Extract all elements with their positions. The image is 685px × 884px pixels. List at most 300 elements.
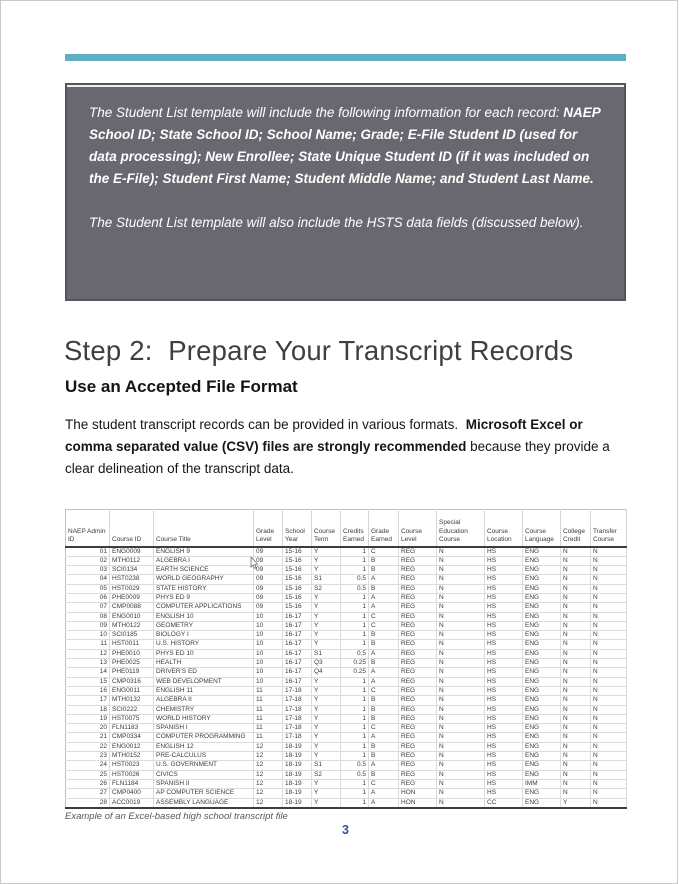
cell-sped: N: [437, 677, 485, 686]
cell-level: REG: [399, 659, 437, 668]
cell-grade: 11: [254, 724, 283, 733]
table-row: [66, 696, 627, 705]
column-header-course_id: Course ID: [110, 510, 154, 547]
cell-grade_earned: C: [369, 621, 399, 630]
cell-title: STATE HISTORY: [154, 584, 254, 593]
cell-term: Y: [312, 714, 341, 723]
cell-language: ENG: [523, 733, 561, 742]
cell-transfer: N: [591, 566, 627, 575]
cell-location: HS: [485, 779, 523, 788]
column-header-language: Course Language: [523, 510, 561, 547]
cell-term: Y: [312, 593, 341, 602]
cell-grade: 09: [254, 584, 283, 593]
cell-sped: N: [437, 733, 485, 742]
cell-term: Y: [312, 742, 341, 751]
cell-grade: 09: [254, 603, 283, 612]
cell-location: HS: [485, 631, 523, 640]
cell-sped: N: [437, 798, 485, 808]
cell-language: ENG: [523, 631, 561, 640]
cell-credits: 1: [341, 640, 369, 649]
cell-term: Y: [312, 798, 341, 808]
cell-language: ENG: [523, 603, 561, 612]
cell-transfer: N: [591, 603, 627, 612]
cell-grade_earned: B: [369, 705, 399, 714]
cell-college: N: [561, 724, 591, 733]
cell-college: N: [561, 742, 591, 751]
cell-level: REG: [399, 584, 437, 593]
cell-credits: 1: [341, 603, 369, 612]
cell-course_id: HST0023: [110, 761, 154, 770]
cell-college: Y: [561, 798, 591, 808]
cell-sped: N: [437, 547, 485, 557]
cell-course_id: CMP0316: [110, 677, 154, 686]
cell-id: 16: [66, 686, 110, 695]
cell-course_id: ENG0010: [110, 612, 154, 621]
cell-year: 17-18: [283, 714, 312, 723]
cell-credits: 1: [341, 631, 369, 640]
cell-location: HS: [485, 668, 523, 677]
table-row: [66, 742, 627, 751]
cell-transfer: N: [591, 640, 627, 649]
cell-grade: 12: [254, 752, 283, 761]
cell-level: REG: [399, 733, 437, 742]
cell-course_id: CMP0400: [110, 789, 154, 798]
cell-term: Y: [312, 631, 341, 640]
cell-year: 16-17: [283, 649, 312, 658]
column-header-location: Course Location: [485, 510, 523, 547]
cell-language: ENG: [523, 677, 561, 686]
cell-course_id: PHE0009: [110, 593, 154, 602]
cell-college: N: [561, 566, 591, 575]
cell-grade_earned: A: [369, 789, 399, 798]
cell-language: ENG: [523, 798, 561, 808]
cell-sped: N: [437, 621, 485, 630]
cell-grade_earned: B: [369, 714, 399, 723]
cell-year: 18-19: [283, 752, 312, 761]
column-header-college: College Credit: [561, 510, 591, 547]
cell-grade: 10: [254, 621, 283, 630]
cell-transfer: N: [591, 612, 627, 621]
column-header-grade_earned: Grade Earned: [369, 510, 399, 547]
cell-id: 27: [66, 789, 110, 798]
cell-location: HS: [485, 584, 523, 593]
cell-location: HS: [485, 733, 523, 742]
cell-credits: 0.5: [341, 584, 369, 593]
cell-location: HS: [485, 770, 523, 779]
cell-credits: 1: [341, 547, 369, 557]
cell-college: N: [561, 575, 591, 584]
cell-sped: N: [437, 631, 485, 640]
cell-title: GEOMETRY: [154, 621, 254, 630]
cell-credits: 1: [341, 705, 369, 714]
cell-sped: N: [437, 705, 485, 714]
cell-level: REG: [399, 686, 437, 695]
cell-year: 17-18: [283, 724, 312, 733]
cell-credits: 0.25: [341, 659, 369, 668]
cell-level: REG: [399, 575, 437, 584]
cell-grade: 10: [254, 612, 283, 621]
cell-year: 18-19: [283, 798, 312, 808]
cell-sped: N: [437, 752, 485, 761]
cell-college: N: [561, 621, 591, 630]
cell-location: HS: [485, 724, 523, 733]
cell-college: N: [561, 640, 591, 649]
column-header-sped: Special Education Course: [437, 510, 485, 547]
cell-transfer: N: [591, 752, 627, 761]
cell-level: REG: [399, 668, 437, 677]
cell-location: HS: [485, 575, 523, 584]
cell-grade: 12: [254, 798, 283, 808]
cell-grade_earned: B: [369, 752, 399, 761]
cell-course_id: HST0029: [110, 584, 154, 593]
cell-sped: N: [437, 584, 485, 593]
cell-course_id: ENG0012: [110, 742, 154, 751]
cell-level: REG: [399, 677, 437, 686]
page-number: 3: [342, 823, 349, 837]
cell-credits: 1: [341, 593, 369, 602]
cell-term: Y: [312, 705, 341, 714]
cell-transfer: N: [591, 686, 627, 695]
cell-sped: N: [437, 696, 485, 705]
cell-term: S2: [312, 584, 341, 593]
table-row: [66, 686, 627, 695]
cell-course_id: CMP0088: [110, 603, 154, 612]
cell-level: REG: [399, 556, 437, 565]
cell-sped: N: [437, 659, 485, 668]
cell-course_id: CMP0334: [110, 733, 154, 742]
cell-id: 20: [66, 724, 110, 733]
cell-credits: 1: [341, 677, 369, 686]
cell-college: N: [561, 659, 591, 668]
table-header-row: [66, 510, 627, 547]
cell-transfer: N: [591, 724, 627, 733]
cell-location: HS: [485, 612, 523, 621]
cell-term: Y: [312, 733, 341, 742]
table-row: [66, 603, 627, 612]
table-row: [66, 779, 627, 788]
cell-location: HS: [485, 640, 523, 649]
cell-college: N: [561, 649, 591, 658]
cell-id: 25: [66, 770, 110, 779]
cell-course_id: HST0075: [110, 714, 154, 723]
cell-term: S1: [312, 761, 341, 770]
cell-language: ENG: [523, 584, 561, 593]
cell-year: 16-17: [283, 659, 312, 668]
cell-term: Q3: [312, 659, 341, 668]
cell-year: 16-17: [283, 677, 312, 686]
cell-grade_earned: A: [369, 575, 399, 584]
cell-college: N: [561, 752, 591, 761]
column-header-title: Course Title: [154, 510, 254, 547]
cell-grade: 11: [254, 696, 283, 705]
step-heading: Step 2: Prepare Your Transcript Records: [64, 335, 574, 366]
cell-year: 15-16: [283, 566, 312, 575]
cell-year: 15-16: [283, 575, 312, 584]
cell-id: 04: [66, 575, 110, 584]
cell-id: 09: [66, 621, 110, 630]
cell-grade_earned: C: [369, 779, 399, 788]
table-row: [66, 621, 627, 630]
table-row: [66, 575, 627, 584]
cell-term: Q4: [312, 668, 341, 677]
cell-year: 15-16: [283, 603, 312, 612]
mouse-cursor-icon: [250, 557, 258, 569]
cell-grade_earned: A: [369, 593, 399, 602]
cell-credits: 0.5: [341, 575, 369, 584]
cell-level: REG: [399, 612, 437, 621]
cell-grade: 11: [254, 705, 283, 714]
cell-credits: 1: [341, 752, 369, 761]
cell-id: 19: [66, 714, 110, 723]
cell-grade_earned: B: [369, 584, 399, 593]
cell-year: 15-16: [283, 547, 312, 557]
cell-level: REG: [399, 631, 437, 640]
cell-title: ALGEBRA II: [154, 696, 254, 705]
cell-course_id: PHE0025: [110, 659, 154, 668]
table-row: [66, 556, 627, 565]
cell-college: N: [561, 714, 591, 723]
cell-grade_earned: A: [369, 677, 399, 686]
cell-course_id: MTH0152: [110, 752, 154, 761]
cell-year: 17-18: [283, 705, 312, 714]
cell-course_id: SCI0222: [110, 705, 154, 714]
cell-sped: N: [437, 603, 485, 612]
cell-grade: 10: [254, 640, 283, 649]
cell-course_id: SCI0134: [110, 566, 154, 575]
cell-year: 18-19: [283, 742, 312, 751]
cell-grade: 12: [254, 770, 283, 779]
cell-language: ENG: [523, 649, 561, 658]
cell-course_id: HST0026: [110, 770, 154, 779]
cell-college: N: [561, 612, 591, 621]
cell-id: 05: [66, 584, 110, 593]
cell-id: 01: [66, 547, 110, 557]
cell-title: WORLD HISTORY: [154, 714, 254, 723]
cell-course_id: ENG0011: [110, 686, 154, 695]
cell-transfer: N: [591, 621, 627, 630]
table-row: [66, 547, 627, 557]
cell-level: HON: [399, 789, 437, 798]
cell-grade: 12: [254, 779, 283, 788]
cell-title: ENGLISH 10: [154, 612, 254, 621]
cell-transfer: N: [591, 742, 627, 751]
cell-id: 12: [66, 649, 110, 658]
cell-college: N: [561, 761, 591, 770]
cell-sped: N: [437, 566, 485, 575]
cell-course_id: FLN1183: [110, 724, 154, 733]
cell-location: HS: [485, 714, 523, 723]
cell-term: Y: [312, 696, 341, 705]
cell-title: DRIVER'S ED: [154, 668, 254, 677]
cell-language: ENG: [523, 612, 561, 621]
cell-location: HS: [485, 761, 523, 770]
cell-transfer: N: [591, 547, 627, 557]
cell-sped: N: [437, 761, 485, 770]
cell-language: ENG: [523, 752, 561, 761]
callout-box: [65, 83, 626, 301]
cell-grade_earned: A: [369, 649, 399, 658]
cell-id: 22: [66, 742, 110, 751]
cell-term: Y: [312, 789, 341, 798]
cell-title: WEB DEVELOPMENT: [154, 677, 254, 686]
cell-grade_earned: B: [369, 696, 399, 705]
cell-level: HON: [399, 798, 437, 808]
cell-year: 16-17: [283, 612, 312, 621]
cell-course_id: MTH0122: [110, 621, 154, 630]
cell-id: 28: [66, 798, 110, 808]
cell-level: REG: [399, 649, 437, 658]
cell-id: 24: [66, 761, 110, 770]
cell-term: Y: [312, 603, 341, 612]
column-header-transfer: Transfer Course: [591, 510, 627, 547]
section-heading: Use an Accepted File Format: [65, 377, 298, 396]
cell-credits: 1: [341, 612, 369, 621]
column-header-grade: Grade Level: [254, 510, 283, 547]
cell-credits: 1: [341, 686, 369, 695]
table-row: [66, 724, 627, 733]
cell-title: ALGEBRA I: [154, 556, 254, 565]
cell-title: CHEMISTRY: [154, 705, 254, 714]
cell-sped: N: [437, 686, 485, 695]
table-row: [66, 584, 627, 593]
cell-college: N: [561, 668, 591, 677]
cell-level: REG: [399, 640, 437, 649]
cell-level: REG: [399, 714, 437, 723]
cell-location: HS: [485, 566, 523, 575]
cell-year: 18-19: [283, 789, 312, 798]
cell-location: HS: [485, 705, 523, 714]
cell-transfer: N: [591, 705, 627, 714]
cell-course_id: HST0238: [110, 575, 154, 584]
cell-transfer: N: [591, 631, 627, 640]
cell-location: HS: [485, 593, 523, 602]
cell-grade: 09: [254, 556, 283, 565]
cell-id: 21: [66, 733, 110, 742]
cell-grade_earned: A: [369, 733, 399, 742]
table-row: [66, 640, 627, 649]
cell-credits: 1: [341, 714, 369, 723]
cell-language: ENG: [523, 640, 561, 649]
callout-intro-text: The Student List template will include the following information for each record:: [89, 105, 564, 120]
cell-grade: 11: [254, 714, 283, 723]
cell-grade_earned: C: [369, 686, 399, 695]
cell-id: 15: [66, 677, 110, 686]
table-row: [66, 631, 627, 640]
cell-term: S1: [312, 649, 341, 658]
cell-term: Y: [312, 779, 341, 788]
cell-title: ENGLISH 12: [154, 742, 254, 751]
cell-sped: N: [437, 668, 485, 677]
cell-id: 08: [66, 612, 110, 621]
cell-language: ENG: [523, 686, 561, 695]
cell-year: 18-19: [283, 779, 312, 788]
cell-location: HS: [485, 742, 523, 751]
cell-term: S1: [312, 575, 341, 584]
cell-title: COMPUTER APPLICATIONS: [154, 603, 254, 612]
cell-sped: N: [437, 714, 485, 723]
cell-level: REG: [399, 779, 437, 788]
cell-year: 16-17: [283, 631, 312, 640]
cell-language: ENG: [523, 659, 561, 668]
cell-transfer: N: [591, 659, 627, 668]
cell-transfer: N: [591, 556, 627, 565]
table-row: [66, 770, 627, 779]
cell-title: COMPUTER PROGRAMMING: [154, 733, 254, 742]
cell-term: Y: [312, 566, 341, 575]
cell-year: 15-16: [283, 593, 312, 602]
cell-location: HS: [485, 696, 523, 705]
cell-id: 03: [66, 566, 110, 575]
cell-id: 06: [66, 593, 110, 602]
cell-location: HS: [485, 789, 523, 798]
transcript-table-image: [65, 509, 626, 809]
cell-transfer: N: [591, 779, 627, 788]
cell-college: N: [561, 779, 591, 788]
cell-college: N: [561, 733, 591, 742]
cell-grade: 10: [254, 649, 283, 658]
cell-term: Y: [312, 677, 341, 686]
table-row: [66, 798, 627, 808]
cell-level: REG: [399, 752, 437, 761]
cell-transfer: N: [591, 733, 627, 742]
cell-grade: 11: [254, 733, 283, 742]
cell-language: ENG: [523, 566, 561, 575]
cell-id: 26: [66, 779, 110, 788]
cell-sped: N: [437, 649, 485, 658]
cell-location: HS: [485, 621, 523, 630]
cell-course_id: MTH0132: [110, 696, 154, 705]
cell-grade: 10: [254, 668, 283, 677]
cell-sped: N: [437, 640, 485, 649]
cell-level: REG: [399, 770, 437, 779]
cell-id: 02: [66, 556, 110, 565]
cell-level: REG: [399, 593, 437, 602]
cell-term: Y: [312, 686, 341, 695]
cell-title: PRE-CALCULUS: [154, 752, 254, 761]
cell-title: HEALTH: [154, 659, 254, 668]
table-row: [66, 566, 627, 575]
cell-location: HS: [485, 547, 523, 557]
cell-grade: 10: [254, 631, 283, 640]
cell-grade_earned: A: [369, 798, 399, 808]
cell-title: PHYS ED 9: [154, 593, 254, 602]
cell-language: ENG: [523, 705, 561, 714]
cell-credits: 0.5: [341, 761, 369, 770]
cell-transfer: N: [591, 593, 627, 602]
cell-credits: 1: [341, 733, 369, 742]
cell-transfer: N: [591, 770, 627, 779]
cell-credits: 1: [341, 789, 369, 798]
cell-term: Y: [312, 621, 341, 630]
cell-college: N: [561, 547, 591, 557]
cell-credits: 1: [341, 556, 369, 565]
cell-year: 16-17: [283, 640, 312, 649]
table-row: [66, 677, 627, 686]
cell-location: HS: [485, 686, 523, 695]
cell-college: N: [561, 686, 591, 695]
cell-college: N: [561, 603, 591, 612]
cell-year: 17-18: [283, 733, 312, 742]
cell-level: REG: [399, 603, 437, 612]
cell-year: 16-17: [283, 668, 312, 677]
cell-location: HS: [485, 677, 523, 686]
table-row: [66, 752, 627, 761]
cell-grade_earned: B: [369, 556, 399, 565]
cell-location: HS: [485, 752, 523, 761]
cell-grade_earned: B: [369, 640, 399, 649]
cell-college: N: [561, 584, 591, 593]
cell-college: N: [561, 789, 591, 798]
